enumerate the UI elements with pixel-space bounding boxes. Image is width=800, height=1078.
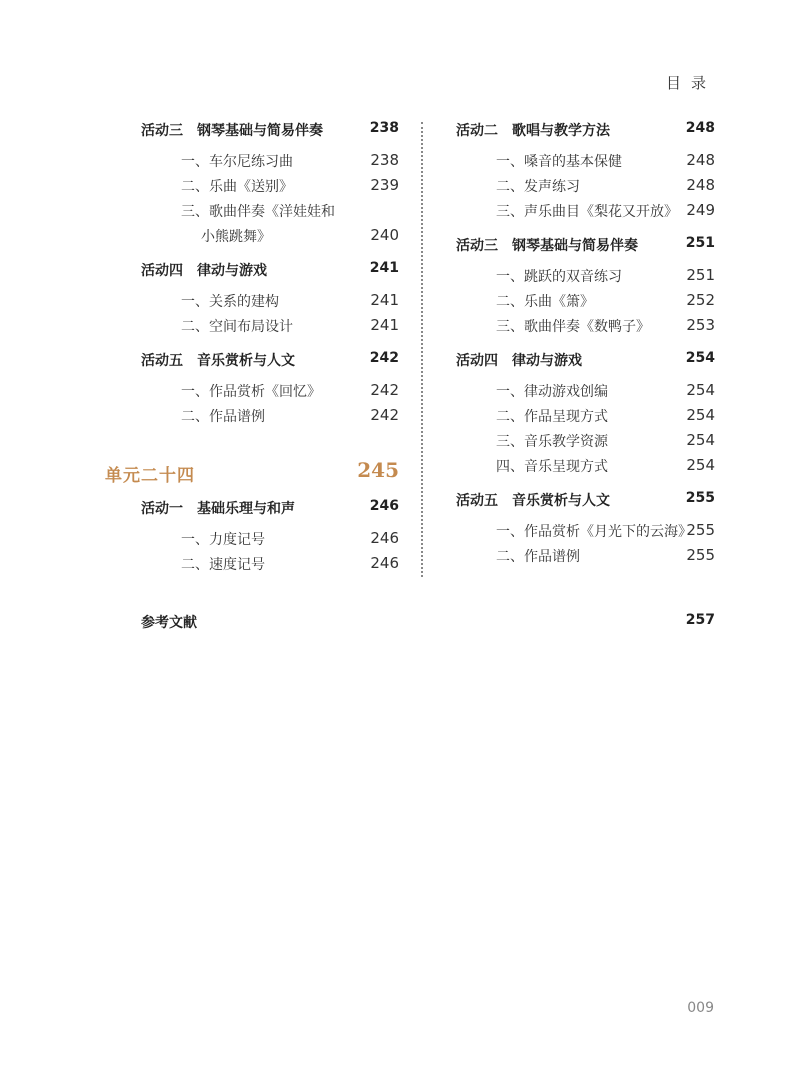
activity-page: 246	[369, 498, 399, 514]
toc-item[interactable]	[141, 174, 399, 199]
item-title: 一、嗓音的基本保健	[496, 154, 622, 170]
item-title: 二、发声练习	[496, 179, 580, 195]
toc-item-continuation[interactable]	[141, 224, 399, 249]
activity-page: 251	[685, 235, 715, 251]
toc-item[interactable]	[141, 527, 399, 552]
page-number: 009	[687, 1000, 714, 1016]
item-title: 一、关系的建构	[181, 294, 279, 310]
activity-title: 活动四 律动与游戏	[141, 263, 267, 279]
toc-activity[interactable]	[456, 348, 715, 372]
item-page: 251	[686, 266, 715, 284]
item-title: 四、音乐呈现方式	[496, 459, 608, 475]
toc-activity[interactable]	[456, 118, 715, 142]
unit-page: 245	[357, 458, 399, 482]
unit-title: 单元二十四	[105, 466, 195, 486]
item-page: 248	[686, 151, 715, 169]
item-page: 249	[686, 201, 715, 219]
item-title: 二、作品呈现方式	[496, 409, 608, 425]
activity-title: 活动三 钢琴基础与简易伴奏	[456, 238, 638, 254]
item-title: 一、作品赏析《回忆》	[181, 384, 321, 400]
item-page: 239	[370, 176, 399, 194]
toc-item[interactable]	[141, 149, 399, 174]
column-divider	[421, 122, 423, 577]
toc-item[interactable]	[456, 314, 715, 339]
item-title: 三、歌曲伴奏《数鸭子》	[496, 319, 650, 335]
item-title: 二、空间布局设计	[181, 319, 293, 335]
toc-left-column	[141, 118, 399, 429]
toc-item[interactable]	[456, 264, 715, 289]
item-page: 242	[370, 406, 399, 424]
toc-item[interactable]	[141, 314, 399, 339]
item-page: 241	[370, 316, 399, 334]
toc-item[interactable]	[141, 379, 399, 404]
toc-item[interactable]	[456, 519, 715, 544]
toc-activity[interactable]	[141, 118, 399, 142]
toc-item[interactable]	[456, 544, 715, 569]
toc-item[interactable]	[456, 199, 715, 224]
activity-title: 活动五 音乐赏析与人文	[456, 493, 610, 509]
toc-item[interactable]	[456, 174, 715, 199]
activity-title: 活动四 律动与游戏	[456, 353, 582, 369]
item-title: 一、作品赏析《月光下的云海》	[496, 524, 692, 540]
item-title: 一、跳跃的双音练习	[496, 269, 622, 285]
item-title: 三、声乐曲目《梨花又开放》	[496, 204, 678, 220]
activity-title: 活动五 音乐赏析与人文	[141, 353, 295, 369]
item-page: 255	[686, 546, 715, 564]
references-title: 参考文献	[141, 615, 197, 631]
item-title: 一、车尔尼练习曲	[181, 154, 293, 170]
toc-item[interactable]	[141, 552, 399, 577]
toc-item[interactable]	[456, 404, 715, 429]
item-title: 一、力度记号	[181, 532, 265, 548]
item-page: 242	[370, 381, 399, 399]
activity-page: 242	[369, 350, 399, 366]
activity-title: 活动三 钢琴基础与简易伴奏	[141, 123, 323, 139]
item-page: 254	[686, 406, 715, 424]
toc-item[interactable]	[456, 379, 715, 404]
item-page: 246	[370, 529, 399, 547]
item-title: 二、乐曲《送别》	[181, 179, 293, 195]
item-title: 二、作品谱例	[496, 549, 580, 565]
page-header-title: 目录	[665, 74, 716, 92]
toc-item[interactable]	[456, 289, 715, 314]
toc-right-column	[456, 118, 715, 569]
toc-unit-activities	[141, 496, 399, 577]
item-title: 二、速度记号	[181, 557, 265, 573]
item-page: 252	[686, 291, 715, 309]
activity-title: 活动一 基础乐理与和声	[141, 501, 295, 517]
item-page: 238	[370, 151, 399, 169]
item-page: 254	[686, 456, 715, 474]
item-page: 241	[370, 291, 399, 309]
item-page: 248	[686, 176, 715, 194]
item-page: 246	[370, 554, 399, 572]
activity-page: 241	[369, 260, 399, 276]
toc-activity[interactable]	[141, 258, 399, 282]
activity-page: 248	[685, 120, 715, 136]
item-title: 二、乐曲《箫》	[496, 294, 594, 310]
toc-references[interactable]	[141, 610, 715, 634]
item-page: 253	[686, 316, 715, 334]
toc-item[interactable]	[141, 404, 399, 429]
item-page: 254	[686, 381, 715, 399]
item-page: 254	[686, 431, 715, 449]
toc-item[interactable]	[456, 149, 715, 174]
toc-item[interactable]	[456, 429, 715, 454]
item-title: 三、音乐教学资源	[496, 434, 608, 450]
toc-unit-heading[interactable]	[105, 458, 399, 488]
references-page: 257	[685, 612, 715, 628]
item-title: 二、作品谱例	[181, 409, 265, 425]
toc-activity[interactable]	[456, 488, 715, 512]
item-title: 三、歌曲伴奏《洋娃娃和	[181, 204, 335, 220]
toc-item[interactable]	[141, 199, 399, 224]
item-page: 240	[370, 226, 399, 244]
toc-activity[interactable]	[141, 496, 399, 520]
item-title: 一、律动游戏创编	[496, 384, 608, 400]
item-title-continued: 小熊跳舞》	[201, 229, 271, 245]
activity-page: 255	[685, 490, 715, 506]
toc-item[interactable]	[456, 454, 715, 479]
activity-page: 254	[685, 350, 715, 366]
activity-page: 238	[369, 120, 399, 136]
item-page: 255	[686, 521, 715, 539]
activity-title: 活动二 歌唱与教学方法	[456, 123, 610, 139]
toc-item[interactable]	[141, 289, 399, 314]
toc-activity[interactable]	[141, 348, 399, 372]
toc-activity[interactable]	[456, 233, 715, 257]
